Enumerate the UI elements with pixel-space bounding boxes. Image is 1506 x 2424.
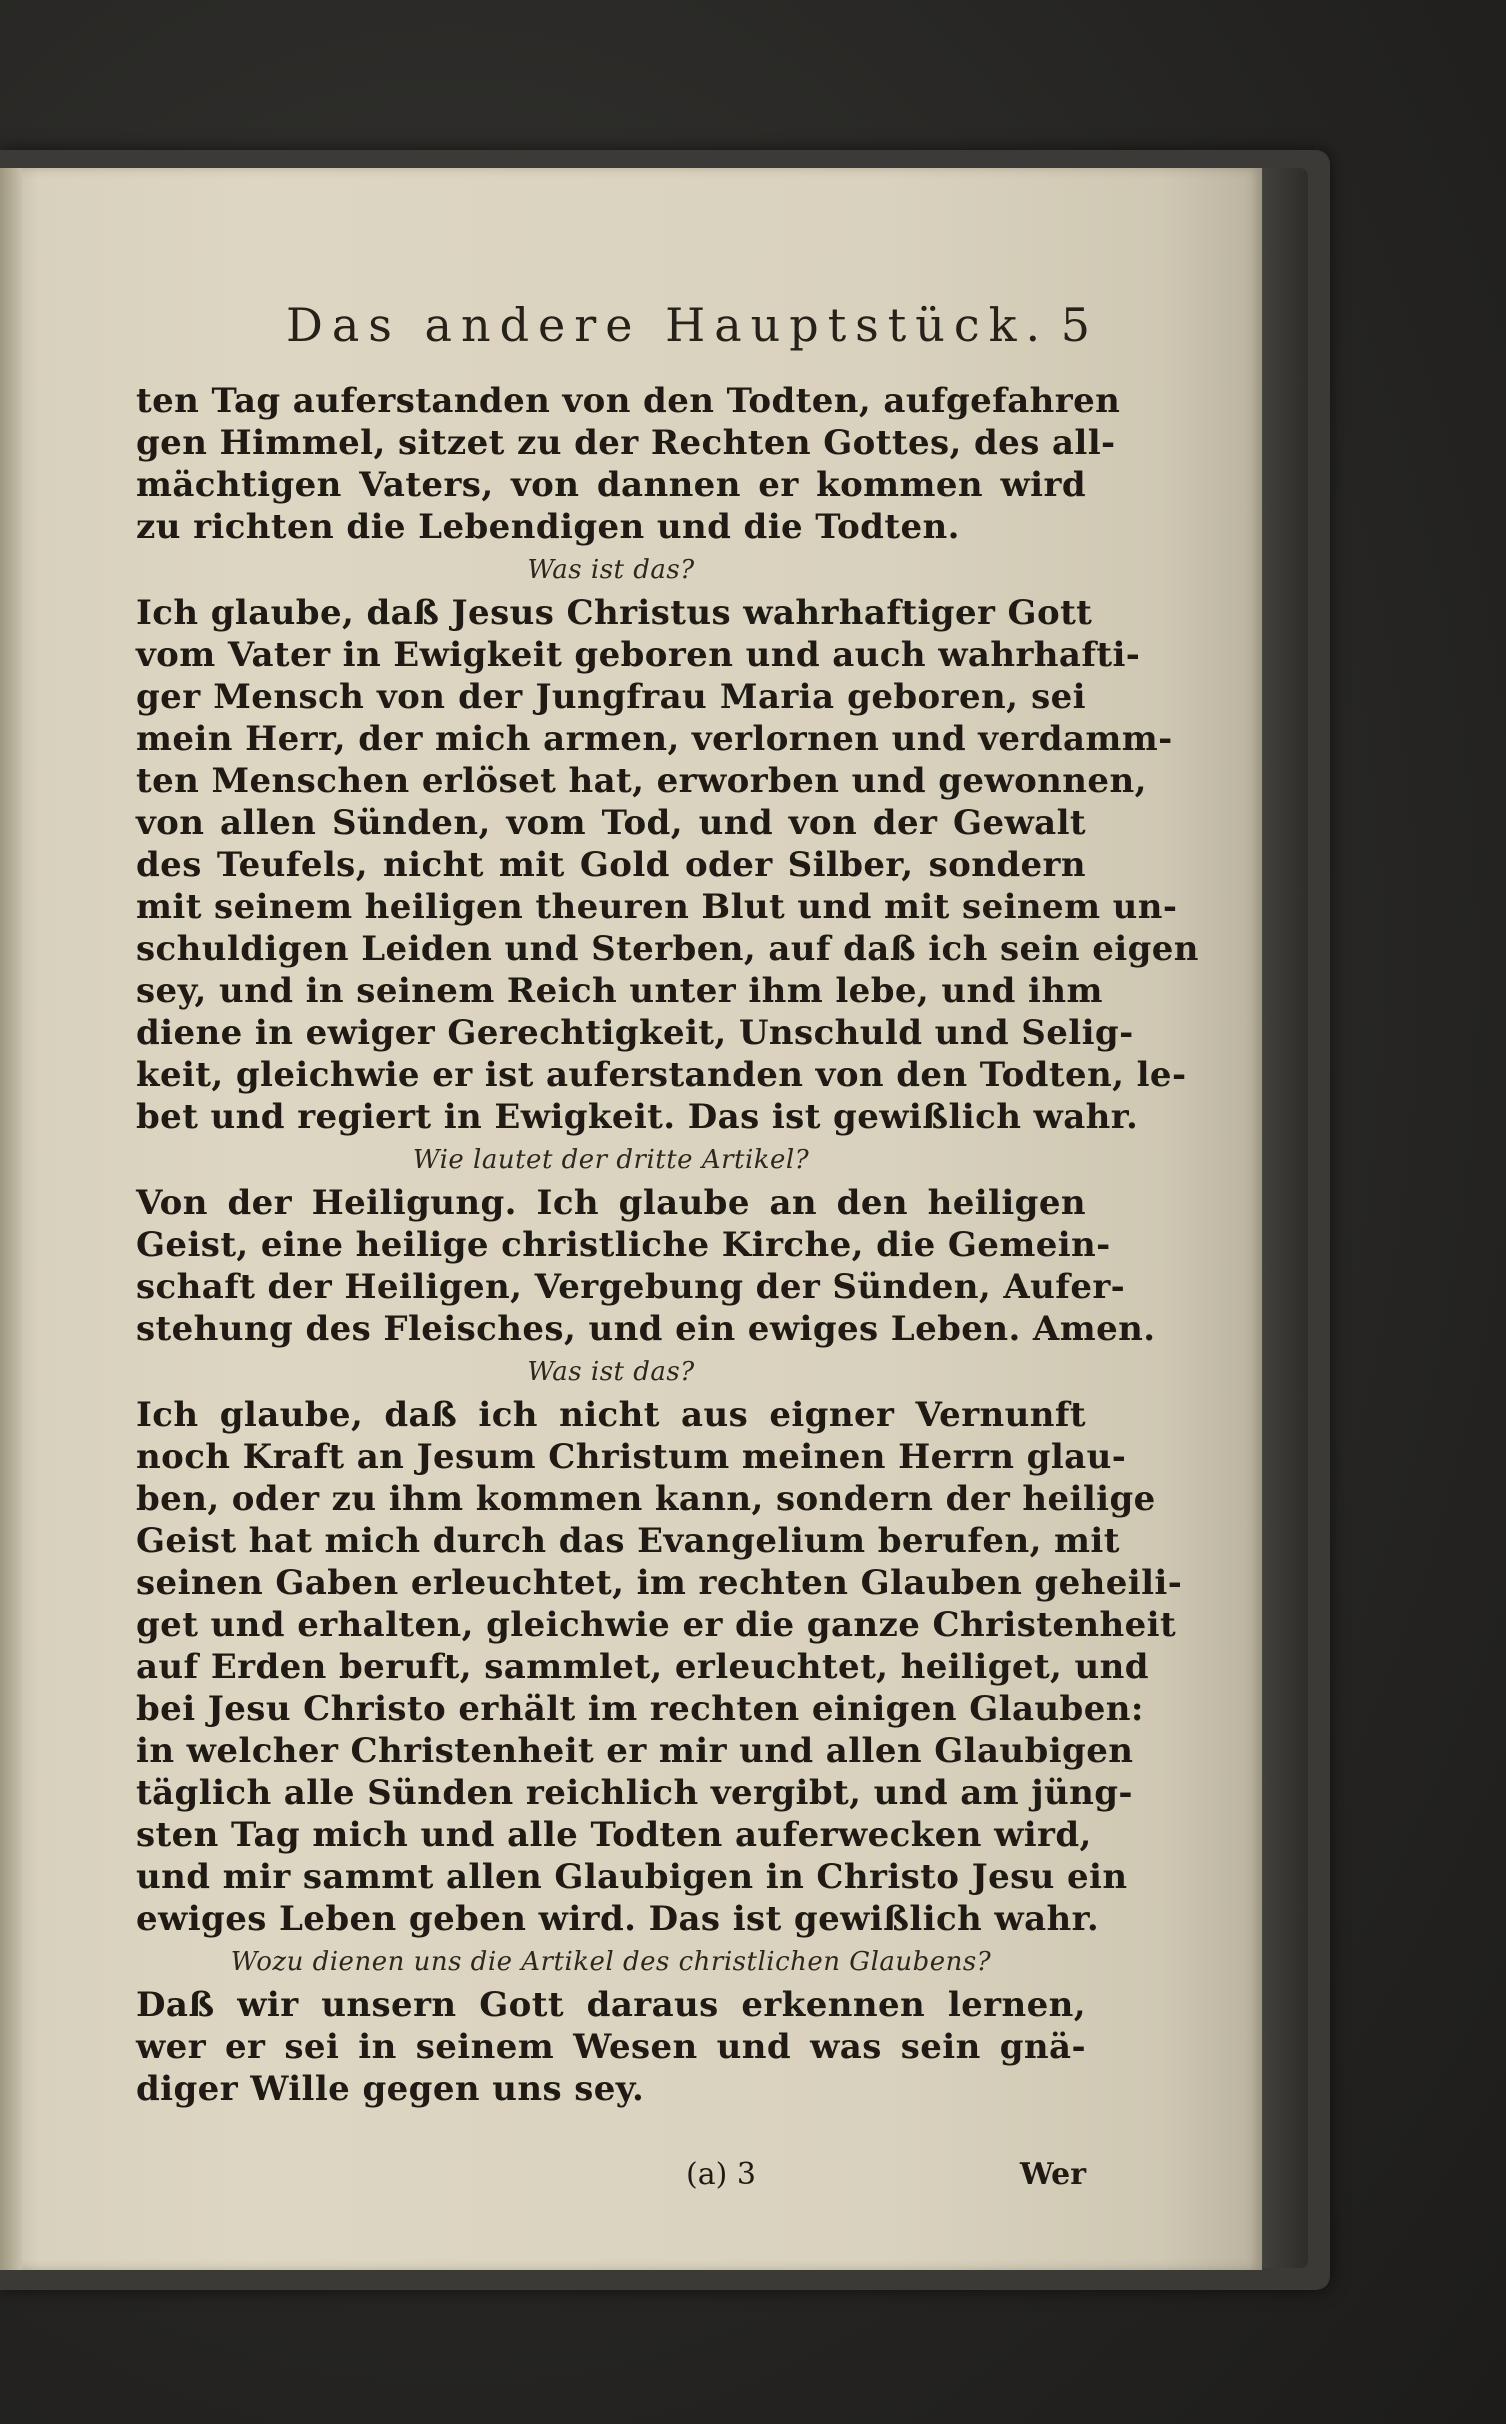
text-line: Ich glaube, daß Jesus Christus wahrhaftiger Gott xyxy=(136,593,1093,633)
question-heading: Was ist das? xyxy=(527,555,695,585)
text-line: Ich glaube, daß ich nicht aus eigner Vernunft xyxy=(136,1395,1086,1435)
text-line: in welcher Christenheit er mir und allen Glaubigen xyxy=(136,1731,1134,1771)
text-line: ten Menschen erlöset hat, erworben und gewonnen, xyxy=(136,761,1147,801)
text-line: seinen Gaben erleuchtet, im rechten Glauben geheili- xyxy=(136,1563,1183,1603)
text-line: von allen Sünden, vom Tod, und von der Gewalt xyxy=(136,803,1086,843)
page-footer xyxy=(136,2150,1086,2200)
text-line: Daß wir unsern Gott daraus erkennen lernen, xyxy=(136,1985,1086,2025)
text-line: get und erhalten, gleichwie er die ganze Christenheit xyxy=(136,1605,1177,1645)
text-line: sten Tag mich und alle Todten auferwecken wird, xyxy=(136,1815,1092,1855)
page-gutter xyxy=(0,168,22,2270)
text-line: diger Wille gegen uns sey. xyxy=(136,2069,645,2109)
text-line: ewiges Leben geben wird. Das ist gewißlich wahr. xyxy=(136,1899,1100,1939)
catchword: Wer xyxy=(1019,2157,1086,2192)
question-heading: Wozu dienen uns die Artikel des christlichen Glaubens? xyxy=(230,1947,992,1977)
text-line: Geist hat mich durch das Evangelium berufen, mit xyxy=(136,1521,1120,1561)
text-line: noch Kraft an Jesum Christum meinen Herrn glau- xyxy=(136,1437,1127,1477)
text-line: ben, oder zu ihm kommen kann, sondern der heilige xyxy=(136,1479,1156,1519)
text-line: wer er sei in seinem Wesen und was sein gnä- xyxy=(136,2027,1086,2067)
text-line: ger Mensch von der Jungfrau Maria geboren, sei xyxy=(136,677,1086,717)
page-number: 5 xyxy=(1060,298,1090,352)
running-title: Das andere Hauptstück. xyxy=(286,298,1050,352)
text-line: mit seinem heiligen theuren Blut und mit seinem un- xyxy=(136,887,1178,927)
text-line: keit, gleichwie er ist auferstanden von den Todten, le- xyxy=(136,1055,1187,1095)
text-line: zu richten die Lebendigen und die Todten. xyxy=(136,507,960,547)
text-line: sey, und in seinem Reich unter ihm lebe, und ihm xyxy=(136,971,1103,1011)
text-line: schaft der Heiligen, Vergebung der Sünden, Aufer- xyxy=(136,1267,1126,1307)
text-line: vom Vater in Ewigkeit geboren und auch wahrhafti- xyxy=(136,635,1141,675)
text-line: gen Himmel, sitzet zu der Rechten Gottes, des all- xyxy=(136,423,1116,463)
text-line: auf Erden beruft, sammlet, erleuchtet, heiliget, und xyxy=(136,1647,1149,1687)
text-line: ten Tag auferstanden von den Todten, aufgefahren xyxy=(136,381,1121,421)
text-line: mächtigen Vaters, von dannen er kommen wird xyxy=(136,465,1086,505)
text-line: stehung des Fleisches, und ein ewiges Leben. Amen. xyxy=(136,1309,1156,1349)
question-heading: Wie lautet der dritte Artikel? xyxy=(412,1145,810,1175)
text-line: bei Jesu Christo erhält im rechten einigen Glauben: xyxy=(136,1689,1144,1729)
text-line: mein Herr, der mich armen, verlornen und verdamm- xyxy=(136,719,1173,759)
text-line: Von der Heiligung. Ich glaube an den heiligen xyxy=(136,1183,1086,1223)
text-line: Geist, eine heilige christliche Kirche, die Gemein- xyxy=(136,1225,1111,1265)
text-line: bet und regiert in Ewigkeit. Das ist gewißlich wahr. xyxy=(136,1097,1139,1137)
text-line: des Teufels, nicht mit Gold oder Silber, sondern xyxy=(136,845,1086,885)
running-header xyxy=(150,290,1090,360)
question-heading: Was ist das? xyxy=(527,1357,695,1387)
text-line: diene in ewiger Gerechtigkeit, Unschuld und Selig- xyxy=(136,1013,1134,1053)
text-line: und mir sammt allen Glaubigen in Christo Jesu ein xyxy=(136,1857,1128,1897)
signature-mark: (a) 3 xyxy=(686,2157,756,2192)
text-line: schuldigen Leiden und Sterben, auf daß ich sein eigen xyxy=(136,929,1199,969)
text-line: täglich alle Sünden reichlich vergibt, und am jüng- xyxy=(136,1773,1133,1813)
body-text xyxy=(136,380,1199,2110)
